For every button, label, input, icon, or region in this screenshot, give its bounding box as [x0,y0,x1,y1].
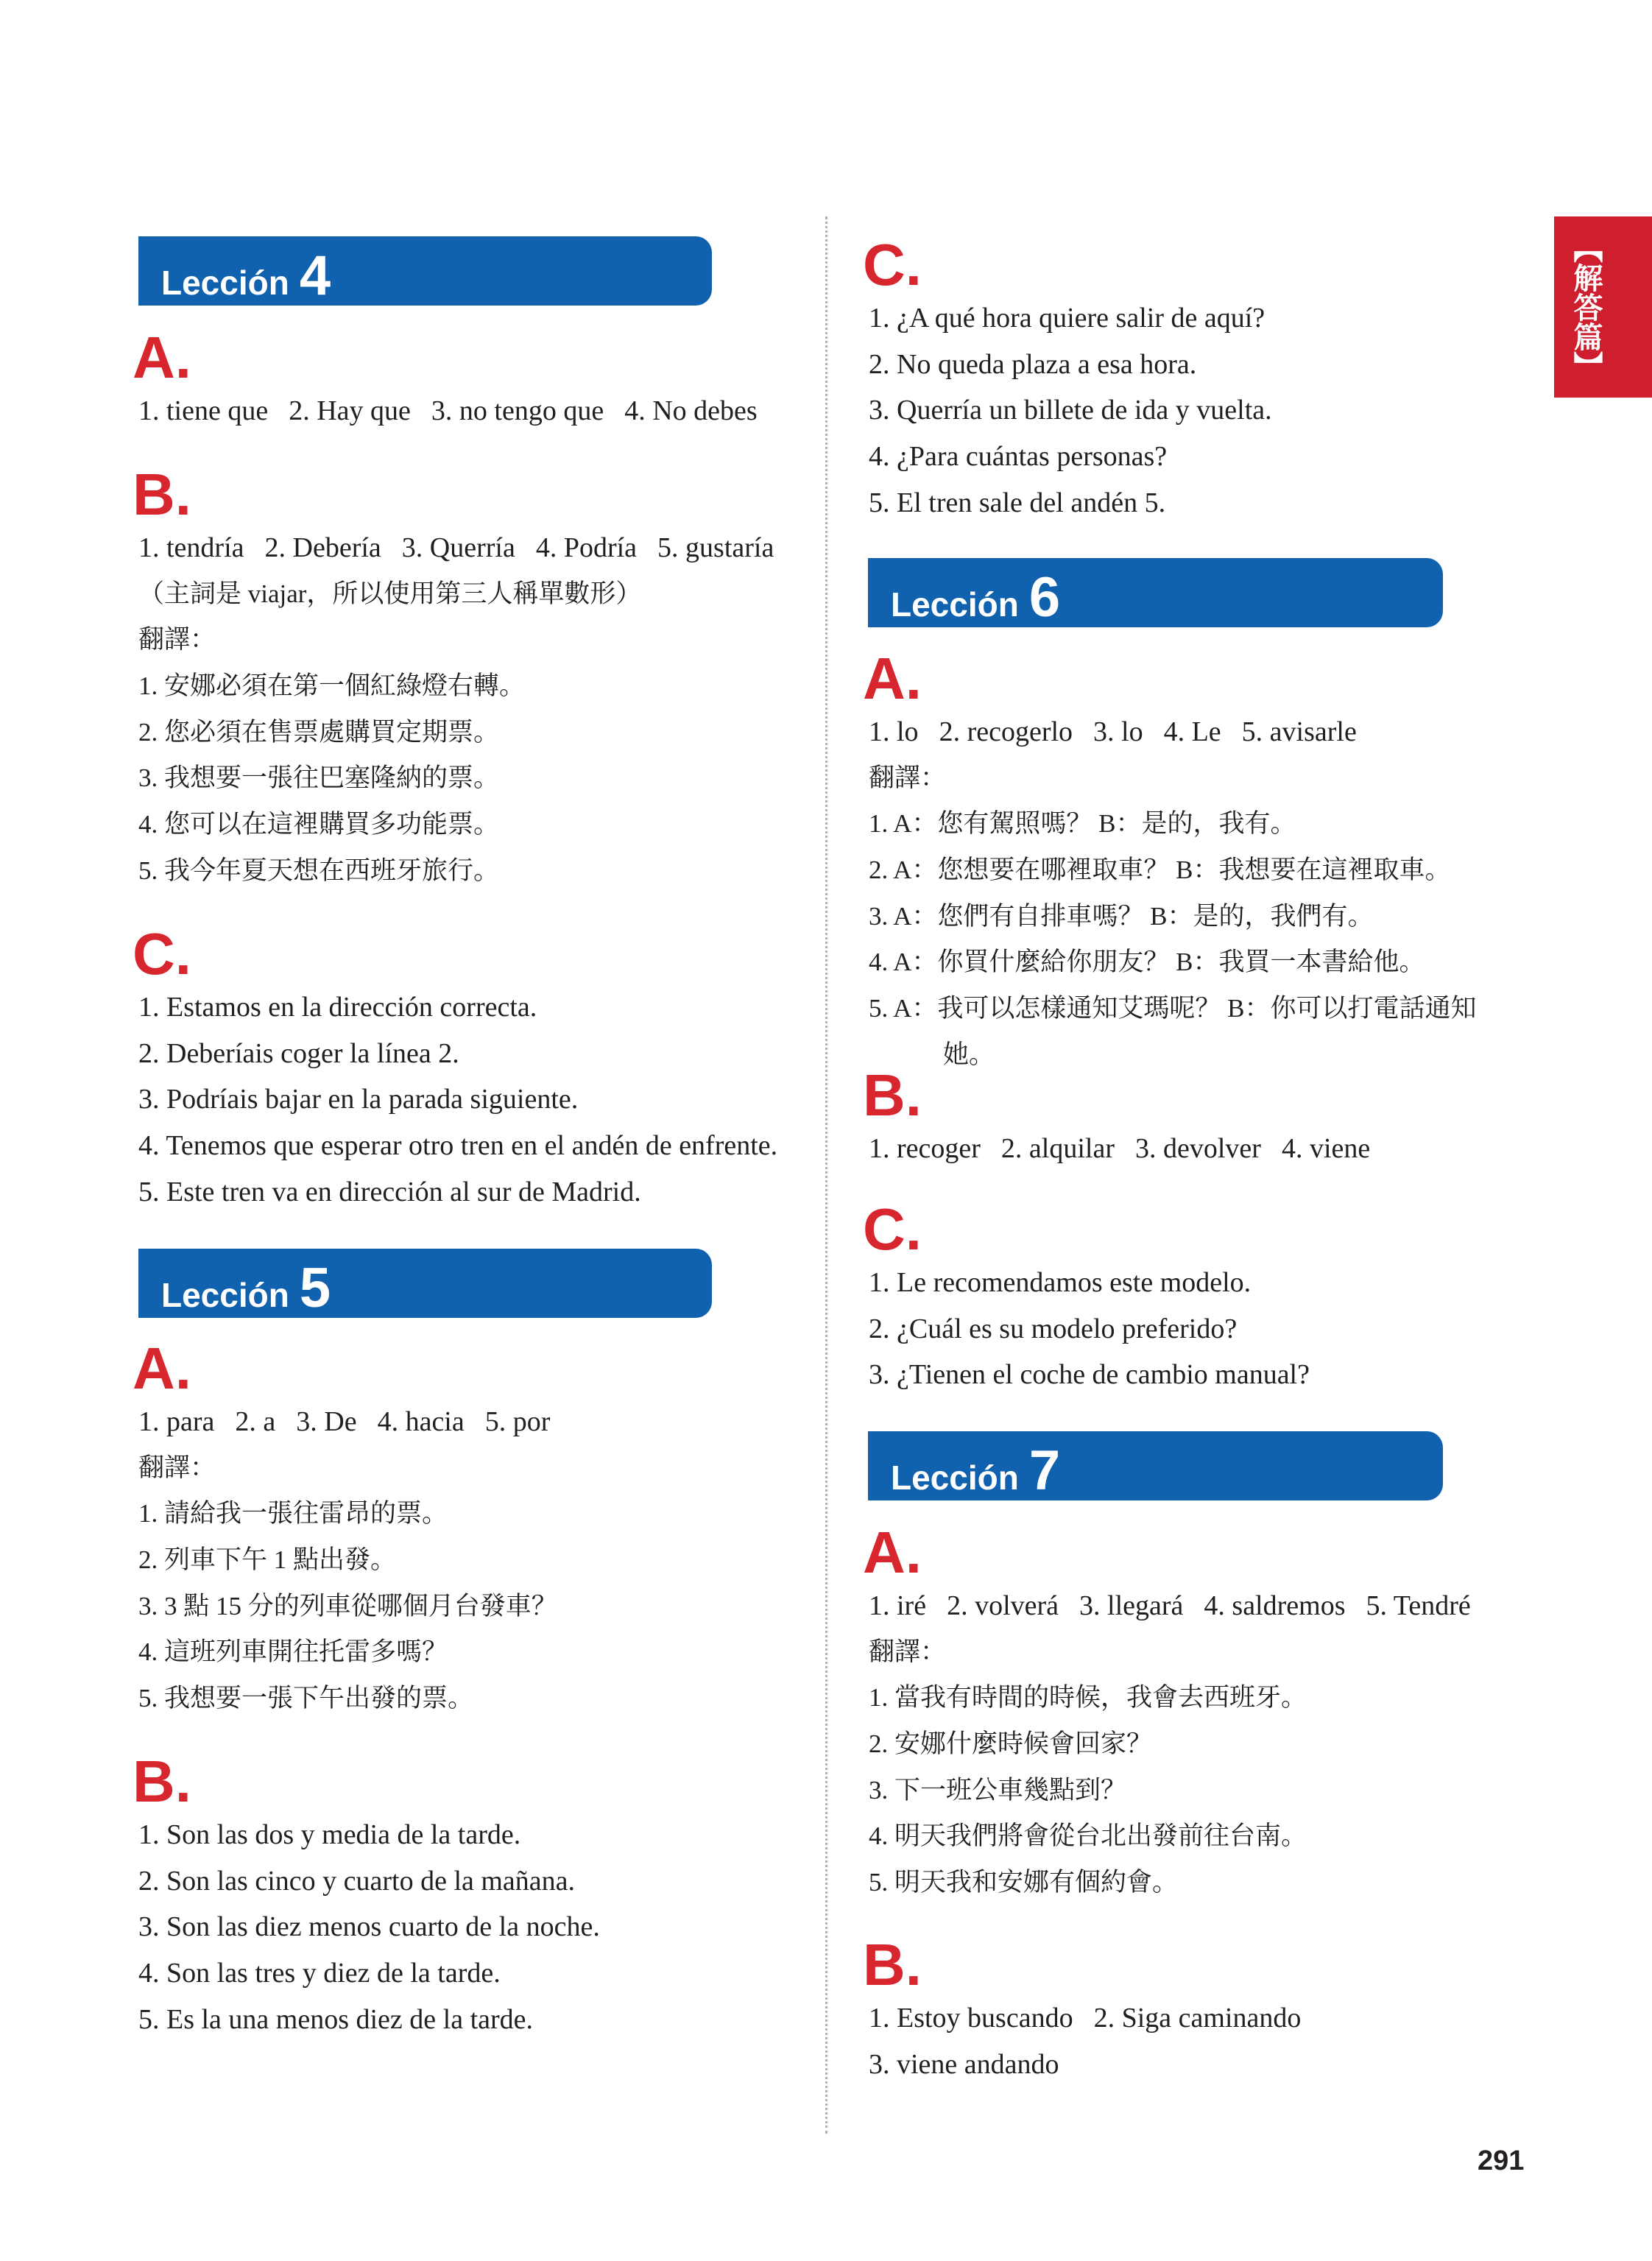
answer-item: 3. lo [1093,716,1143,747]
lesson-number: 7 [1028,1439,1061,1502]
answer-line: 4. ¿Para cuántas personas? [869,441,1168,473]
answer-row [869,1995,1301,2042]
answer-line: 2. No queda plaza a esa hora. [869,348,1197,380]
answer-item: 3. De [296,1406,357,1437]
answer-item: 4. No debes [624,395,758,426]
lesson-6-banner [868,558,1443,627]
section-letter: B. [133,1749,191,1814]
answer-row [138,388,758,434]
page-number: 291 [1478,2145,1525,2176]
answer-item: 2. Debería [264,532,381,563]
lesson-7-banner [868,1431,1443,1500]
lesson-label: Lección [891,585,1019,624]
translation-line: 5. A：我可以怎樣通知艾瑪呢？ B：你可以打電話通知 [869,994,1477,1023]
answer-line: 2. Deberíais coger la línea 2. [138,1037,459,1069]
section-letter: A. [133,1336,191,1401]
answer-item: 3. Querría [401,532,515,563]
answer-section-tab [1554,216,1652,398]
answer-line: 3. Querría un billete de ida y vuelta. [869,395,1272,426]
answer-item: 1. para [138,1406,215,1437]
lesson-label: Lección [161,1276,289,1314]
translation-line: 1. 請給我一張往雷昂的票。 [138,1499,448,1528]
answer-item: 4. Podría [535,532,638,563]
answer-item: 5. Tendré [1366,1590,1471,1621]
lesson-label: Lección [891,1458,1019,1497]
answer-line: 4. Tenemos que esperar otro tren en el andén de enfrente. [138,1130,778,1162]
answer-row [869,1583,1471,1629]
translation-label: 翻譯： [138,1453,216,1482]
translation-line-continued: 她。 [943,1040,995,1069]
answer-row [138,1399,557,1445]
translation-line: 3. A：您們有自排車嗎？ B：是的，我們有。 [869,901,1374,931]
answer-item: 2. recogerlo [939,716,1073,747]
lesson-label: Lección [161,264,289,302]
answer-item: 4. hacia [377,1406,465,1437]
answer-item: 5. gustaría [657,532,774,563]
translation-line: 4. 您可以在這裡購買多功能票。 [138,810,500,839]
tab-label: 【解答篇】 [1570,233,1602,381]
answer-line: 1. Le recomendamos este modelo. [869,1267,1252,1298]
answer-row [869,2042,1301,2088]
answer-item: 1. recoger [869,1133,981,1164]
answer-item: 3. devolver [1134,1133,1261,1164]
answer-line: 3. ¿Tienen el coche de cambio manual? [869,1359,1310,1391]
answer-item: 3. llegará [1079,1590,1184,1621]
section-letter: B. [863,1062,922,1128]
answer-item: 1. lo [869,716,919,747]
answer-line: 1. ¿A qué hora quiere salir de aquí? [869,303,1266,334]
grammar-note: （主詞是 viajar，所以使用第三人稱單數形） [138,579,642,608]
translation-line: 2. A：您想要在哪裡取車？ B：我想要在這裡取車。 [869,856,1451,885]
answer-item: 1. tiene que [138,395,269,426]
answer-item: 5. avisarle [1241,716,1357,747]
column-divider [825,216,827,2134]
translation-label: 翻譯： [869,763,947,792]
answer-item: 3. no tengo que [431,395,604,426]
lesson-6-section-a [863,646,1477,1079]
section-letter: C. [133,921,191,987]
translation-line: 1. 當我有時間的時候，我會去西班牙。 [869,1683,1307,1712]
answer-item: 5. por [484,1406,551,1437]
lesson-5-section-b [133,1749,600,2042]
section-letter: A. [863,1520,922,1585]
answer-row [869,1126,1370,1172]
answer-item: 1. iré [869,1590,927,1621]
answer-line: 2. ¿Cuál es su modelo preferido? [869,1313,1238,1344]
lesson-7-section-b [863,1932,1302,2087]
translation-line: 5. 我今年夏天想在西班牙旅行。 [138,856,500,885]
answer-item: 4. Le [1163,716,1221,747]
section-letter: C. [863,1196,922,1262]
lesson-4-section-b [133,462,774,895]
translation-line: 3. 我想要一張往巴塞隆納的票。 [138,763,500,793]
answer-item: 2. alquilar [1000,1133,1115,1164]
answer-line: 3. Podríais bajar en la parada siguiente. [138,1084,579,1115]
answer-line: 1. Son las dos y media de la tarde. [138,1819,521,1850]
translation-line: 4. 明天我們將會從台北出發前往台南。 [869,1821,1307,1851]
answer-item: 2. volverá [947,1590,1059,1621]
lesson-5-banner [138,1249,712,1318]
translation-label: 翻譯： [138,625,216,655]
answer-line: 3. Son las diez menos cuarto de la noche. [138,1911,600,1943]
translation-line: 4. A：你買什麼給你朋友？ B：我買一本書給他。 [869,948,1425,977]
answer-line: 1. Estamos en la dirección correcta. [138,992,537,1023]
lesson-4-section-c [133,921,778,1215]
answer-row [869,709,1476,755]
lesson-4-banner [138,236,712,306]
lesson-number: 5 [299,1257,331,1319]
answer-item: 4. saldremos [1204,1590,1346,1621]
answer-item: 1. Estoy buscando [869,2003,1073,2034]
translation-line: 5. 明天我和安娜有個約會。 [869,1868,1179,1897]
lesson-6-section-b [863,1062,1371,1172]
translation-line: 2. 列車下午 1 點出發。 [138,1545,397,1575]
section-letter: B. [133,462,191,527]
answer-item: 4. viene [1281,1133,1371,1164]
translation-line: 2. 安娜什麼時候會回家？ [869,1729,1153,1759]
lesson-5-section-a [133,1336,557,1722]
answer-line: 5. El tren sale del andén 5. [869,487,1166,518]
section-letter: C. [863,232,922,297]
translation-line: 2. 您必須在售票處購買定期票。 [138,717,500,747]
section-letter: A. [863,646,922,711]
translation-label: 翻譯： [869,1637,947,1666]
translation-line: 1. 安娜必須在第一個紅綠燈右轉。 [138,671,526,701]
answer-line: 4. Son las tres y diez de la tarde. [138,1958,501,1989]
answer-item: 1. tendría [138,532,244,563]
section-letter: A. [133,325,191,390]
lesson-6-section-c [863,1196,1310,1398]
lesson-4-section-a [133,325,758,434]
answer-item: 2. Siga caminando [1093,2003,1302,2034]
lesson-number: 6 [1028,566,1061,629]
answer-item: 2. Hay que [289,395,411,426]
lesson-5-section-c [863,232,1272,526]
answer-line: 2. Son las cinco y cuarto de la mañana. [138,1865,576,1897]
translation-line: 4. 這班列車開往托雷多嗎？ [138,1637,448,1667]
translation-line: 5. 我想要一張下午出發的票。 [138,1684,474,1713]
answer-item: 2. a [235,1406,276,1437]
section-letter: B. [863,1932,922,1997]
answer-row [138,525,774,571]
answer-item: 3. viene andando [869,2048,1059,2080]
answer-line: 5. Este tren va en dirección al sur de Madrid. [138,1176,641,1207]
answer-line: 5. Es la una menos diez de la tarde. [138,2003,534,2035]
translation-line: 3. 3 點 15 分的列車從哪個月台發車？ [138,1591,557,1620]
translation-line: 1. A：您有駕照嗎？ B：是的，我有。 [869,809,1296,839]
lesson-number: 4 [299,244,331,307]
lesson-7-section-a [863,1520,1471,1906]
translation-line: 3. 下一班公車幾點到？ [869,1775,1127,1805]
